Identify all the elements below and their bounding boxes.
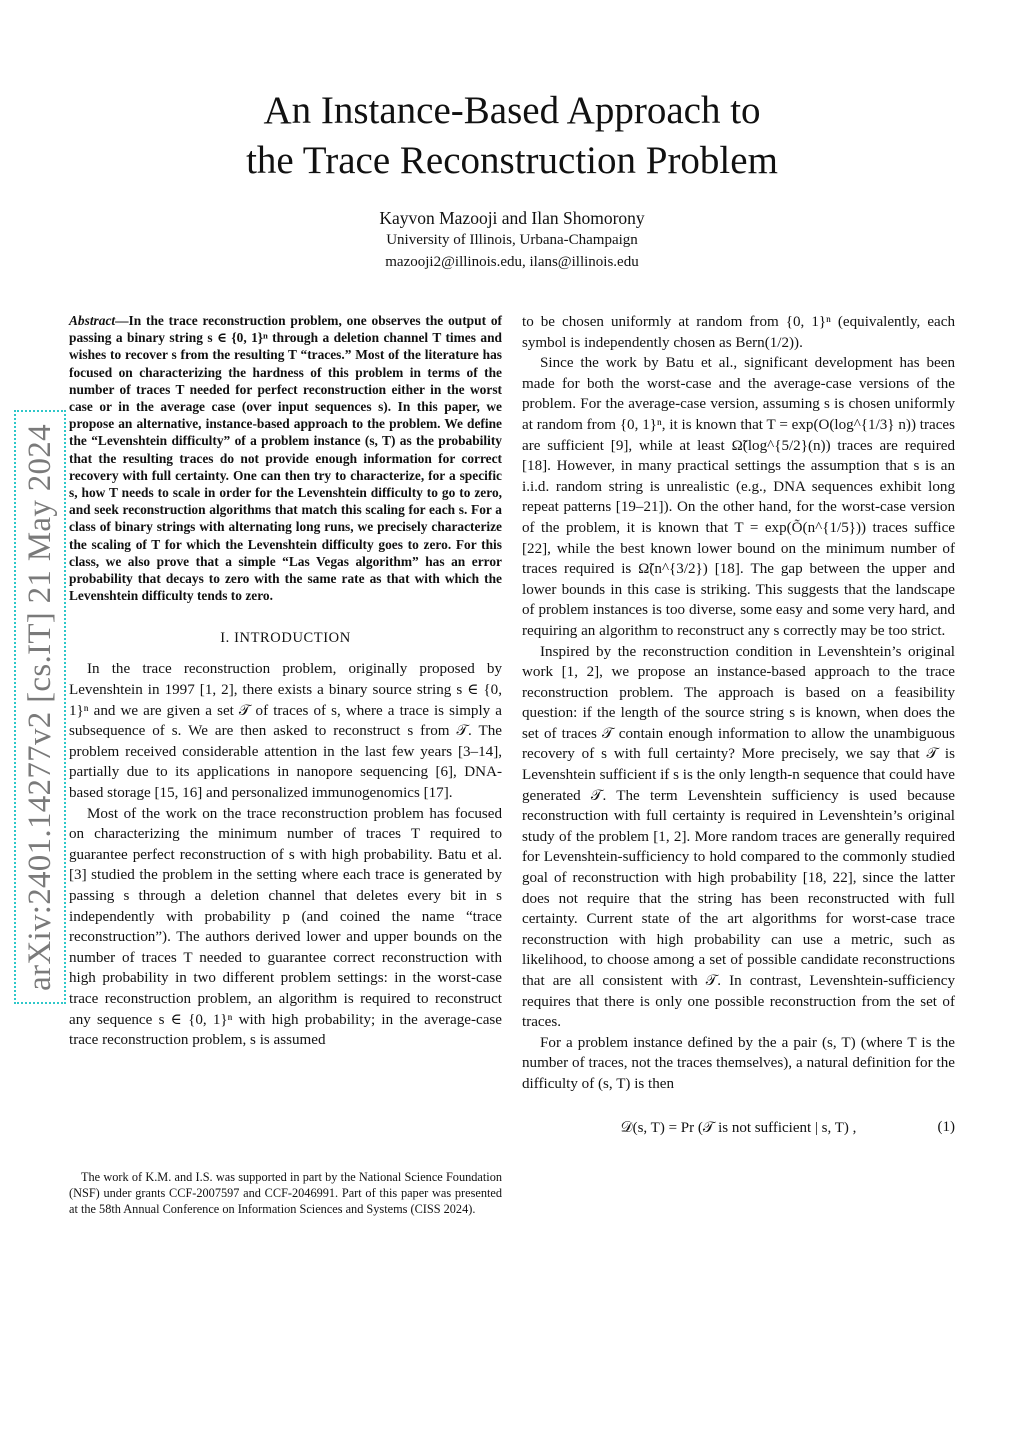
affiliation: University of Illinois, Urbana-Champaign bbox=[386, 232, 638, 248]
intro-paragraph-1: In the trace reconstruction problem, originally proposed by Levenshtein in 1997 [1, 2], there exists a binary source string s ∈ {0, 1}ⁿ and we are given a set 𝒯 of traces of s, where a trace is simply a subsequence of s. We are then asked to reconstruct s from 𝒯. The problem received considerable attention in the last few years [3–14], partially due to its applications in nanopore sequencing [6], DNA-based storage [15, 16] and personalized immunogenomics [17]. bbox=[69, 661, 502, 802]
section-heading: I. INTRODUCTION bbox=[220, 630, 351, 647]
footnote-text: The work of K.M. and I.S. was supported in part by the National Science Foundation (NSF) under grants CCF-2007597 and CCF-2046991. Part of this paper was presented at the 58th Annual Conference on Information Sciences and Systems (CISS 2024). bbox=[69, 1170, 502, 1216]
equation-body: 𝒟(s, T) = Pr (𝒯 is not sufficient | s, T) , bbox=[620, 1119, 857, 1136]
author-block bbox=[212, 207, 812, 273]
paper-title bbox=[112, 86, 912, 186]
arxiv-id: arXiv:2401.14277v2 [cs.IT] 21 May 2024 bbox=[21, 423, 58, 991]
equation-1 bbox=[522, 1119, 955, 1137]
left-column bbox=[69, 312, 502, 1051]
title-line-1: An Instance-Based Approach to bbox=[263, 89, 761, 132]
title-line-2: the Trace Reconstruction Problem bbox=[246, 139, 778, 182]
abstract-text: —In the trace reconstruction problem, one observes the output of passing a binary string s ∈ {0, 1}ⁿ through a deletion channel T times and wishes to recover s from the resulting T “traces.” Most of the literature has focused on characterizing the hardness of this problem in terms of the number of traces T needed for perfect reconstruction either in the worst case or in the average case (over input sequences s). In this paper, we propose an alternative, instance-based approach to the problem. We define the “Levenshtein difficulty” of a problem instance (s, T) as the probability that the resulting traces do not provide enough information for correct recovery with full certainty. One can then try to characterize, for a specific s, how T needs to scale in order for the Levenshtein difficulty to go to zero, and seek reconstruction algorithms that match this scaling for each s. For a class of binary strings with alternating long runs, we precisely characterize the scaling of T for which the Levenshtein difficulty goes to zero. For this class, we also prove that a simple “Las Vegas algorithm” has an error probability that decays to zero with the same rate as that with which the Levenshtein difficulty tends to zero. bbox=[69, 313, 502, 604]
intro-paragraph-2: Most of the work on the trace reconstruction problem has focused on characterizing the minimum number of traces T required to guarantee perfect reconstruction of s with high probability. Batu et al. [3] studied the problem in the setting where each trace is generated by passing s through a deletion channel that deletes every bit in s independently with probability p (and coined the name “trace reconstruction”). The authors derived lower and upper bounds on the number of traces T needed to guarantee correct reconstruction with high probability in two different problem settings: in the worst-case trace reconstruction problem, an algorithm is required to reconstruct any sequence s ∈ {0, 1}ⁿ with high probability; in the average-case trace reconstruction problem, s is assumed bbox=[69, 805, 502, 1049]
intro-paragraph-6: For a problem instance defined by the a pair (s, T) (where T is the number of traces, not the traces themselves), a natural definition for the difficulty of (s, T) is then bbox=[522, 1034, 955, 1092]
equation-number: (1) bbox=[937, 1119, 955, 1136]
author-emails[interactable]: mazooji2@illinois.edu, ilans@illinois.edu bbox=[385, 254, 639, 270]
intro-paragraph-4: Since the work by Batu et al., significant development has been made for both the worst-case and the average-case versions of the problem. For the average-case version, assuming s is chosen uniformly at random from {0, 1}ⁿ, it is known that T = exp(O(log^{1/3} n)) traces are sufficient [9], while at least Ω̃(log^{5/2}(n)) traces are required [18]. However, in many practical settings the assumption that s is an i.i.d. random string is unrealistic (e.g., DNA sequences exhibit long repeat patterns [19–21]). On the other hand, for the worst-case version of the problem, it is known that T = exp(Õ(n^{1/5})) traces suffice [22], while the best known lower bound on the minimum number of traces required is Ω̃(n^{3/2}) [18]. The gap between the upper and lower bounds in this case is striking. This suggests that the landscape of problem instances is too diverse, some easy and some very hard, and requiring an algorithm to reconstruct any s correctly may be too strict. bbox=[522, 355, 955, 639]
funding-footnote bbox=[69, 1170, 502, 1217]
abstract-label: Abstract bbox=[69, 313, 116, 328]
intro-paragraph-3: to be chosen uniformly at random from {0, 1}ⁿ (equivalently, each symbol is independently chosen as Bern(1/2)). bbox=[522, 314, 955, 351]
abstract bbox=[69, 312, 502, 604]
arxiv-stamp[interactable] bbox=[14, 410, 66, 1004]
right-column bbox=[522, 312, 955, 1137]
intro-paragraph-5: Inspired by the reconstruction condition in Levenshtein’s original work [1, 2], we propose an instance-based approach to the trace reconstruction problem. The approach is based on a feasibility question: if the length of the source string s is known, when does the set of traces 𝒯 contain enough information to allow the unambiguous recovery of s with full certainty? More precisely, we say that 𝒯 is Levenshtein sufficient if s is the only length-n sequence that could have generated 𝒯. The term Levenshtein sufficiency is used because reconstruction with full certainty is required in Levenshtein’s original study of the problem [1, 2]. More random traces are generally required for Levenshtein-sufficiency to hold compared to the commonly studied goal of reconstruction with high probability [18, 22], since the latter does not require that the string has been reconstructed with full certainty. Current state of the art algorithms for worst-case trace reconstruction with high probability can use a metric, such as likelihood, to choose among a set of possible candidate reconstructions that are all consistent with 𝒯. In contrast, Levenshtein-sufficiency requires that there is only one possible reconstruction from the set of traces. bbox=[522, 643, 955, 1031]
author-names: Kayvon Mazooji and Ilan Shomorony bbox=[379, 208, 645, 228]
